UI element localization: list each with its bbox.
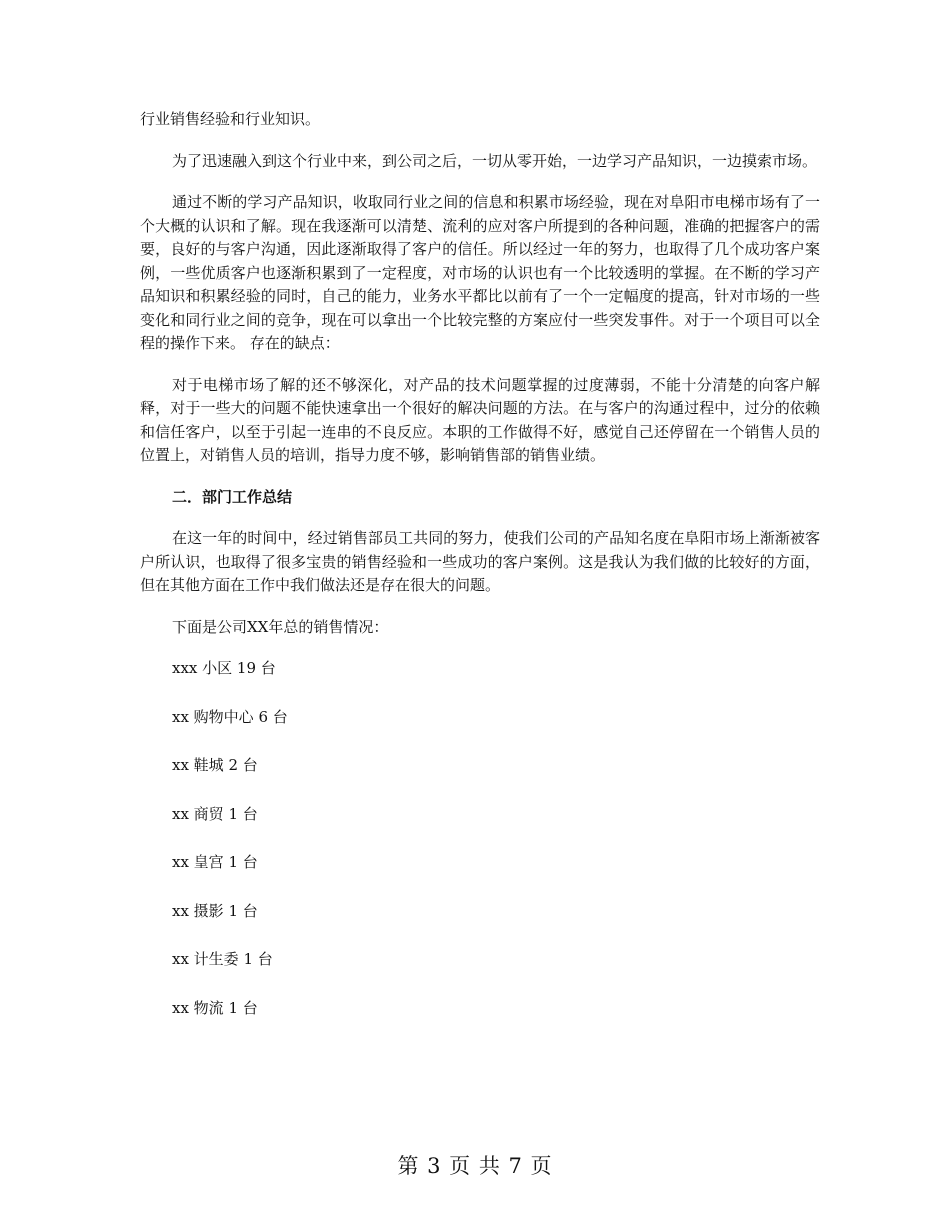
document-body — [140, 108, 820, 1045]
sales-list-item: xx 物流 1 台 — [172, 998, 258, 1017]
sales-list-item: xx 鞋城 2 台 — [172, 756, 258, 774]
page-number-footer: 第 3 页 共 7 页 — [397, 1154, 553, 1178]
sales-list-item: xxx 小区 19 台 — [172, 659, 276, 677]
sales-list-item: xx 购物中心 6 台 — [172, 707, 288, 726]
sales-list-item: xx 摄影 1 台 — [172, 901, 258, 920]
paragraph-department-summary: 在这一年的时间中，经过销售部员工共同的努力，使我们公司的产品知名度在阜阳市场上渐渐被客户所认识，也取得了很多宝贵的销售经验和一些成功的客户案例。这是我认为我们做的比较好的方面，但在其他方面在工作中我们做法还是存在很大的问题。 — [140, 529, 820, 594]
paragraph-shortcomings: 对于电梯市场了解的还不够深化，对产品的技术问题掌握的过度薄弱，不能十分清楚的向客户解释，对于一些大的问题不能快速拿出一个很好的解决问题的方法。在与客户的沟通过程中，过分的依赖和信任客户，以至于引起一连串的不良反应。本职的工作做得不好，感觉自己还停留在一个销售人员的位置上，对销售人员的培训，指导力度不够，影响销售部的销售业绩。 — [140, 375, 820, 464]
section-heading-department-summary: 二．部门工作总结 — [172, 487, 293, 506]
sales-list-item: xx 商贸 1 台 — [172, 804, 258, 823]
sales-list-item: xx 皇宫 1 台 — [172, 853, 258, 871]
paragraph-continuation: 行业销售经验和行业知识。 — [140, 110, 321, 128]
paragraph-sales-intro: 下面是公司XX年总的销售情况： — [172, 617, 389, 636]
paragraph-achievements: 通过不断的学习产品知识，收取同行业之间的信息和积累市场经验，现在对阜阳市电梯市场有了一个大概的认识和了解。现在我逐渐可以清楚、流利的应对客户所提到的各种问题，准确的把握客户的需要，良好的与客户沟通，因此逐渐取得了客户的信任。所以经过一年的努力，也取得了几个成功客户案例，一些优质客户也逐渐积累到了一定程度，对市场的认识也有一个比较透明的掌握。在不断的学习产品知识和积累经验的同时，自己的能力，业务水平都比以前有了一个一定幅度的提高，针对市场的一些变化和同行业之间的竞争，现在可以拿出一个比较完整的方案应付一些突发事件。对于一个项目可以全程的操作下来。 存在的缺点： — [140, 193, 820, 352]
sales-list-item: xx 计生委 1 台 — [172, 950, 273, 968]
paragraph-integration: 为了迅速融入到这个行业中来，到公司之后，一切从零开始，一边学习产品知识，一边摸索市场。 — [172, 151, 818, 170]
sales-list — [140, 657, 820, 1020]
